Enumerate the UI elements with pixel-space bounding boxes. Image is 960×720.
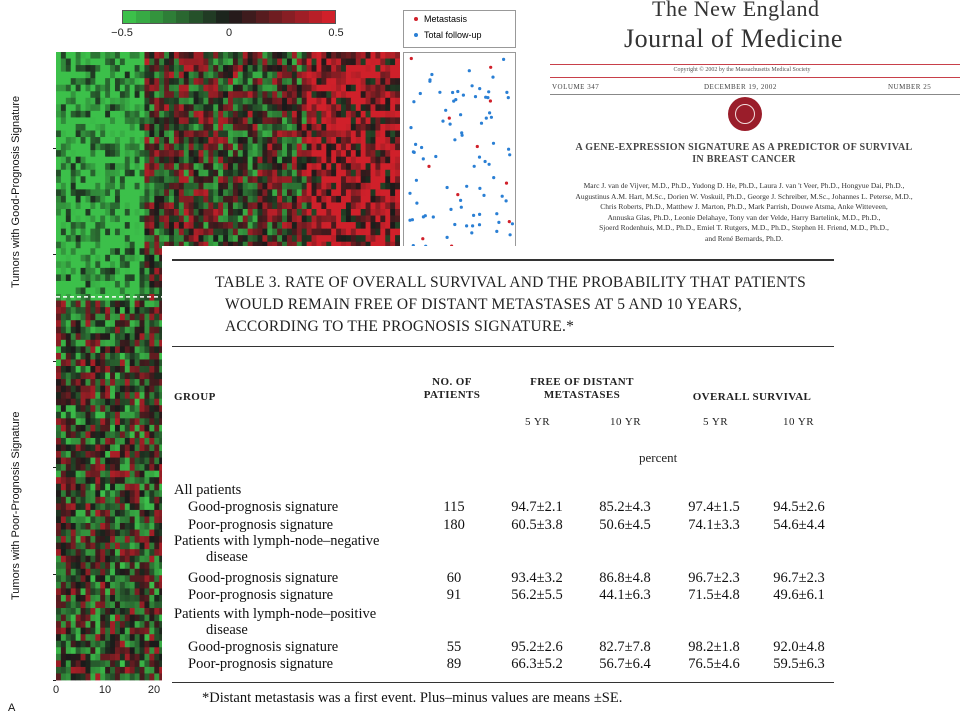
cell-os10: 49.6±6.1: [773, 587, 825, 603]
metastasis-point: [421, 237, 424, 240]
color-scale-tick-low: −0.5: [111, 27, 133, 39]
followup-point: [432, 215, 435, 218]
metastasis-point: [489, 66, 492, 69]
followup-point: [449, 123, 452, 126]
followup-point: [478, 87, 481, 90]
followup-point: [409, 126, 412, 129]
color-scale-swatch: [309, 11, 322, 23]
table-group-row: [162, 482, 960, 500]
metastasis-point: [410, 57, 413, 60]
cell-os10: 54.6±4.4: [773, 517, 825, 533]
followup-point: [456, 90, 459, 93]
followup-point: [484, 160, 487, 163]
issue-number: NUMBER 25: [888, 83, 932, 91]
followup-point: [472, 214, 475, 217]
x-tick-label: 10: [98, 684, 112, 696]
table-row: [162, 639, 960, 657]
metastasis-point: [456, 193, 459, 196]
header-fdm-5yr: 5 YR: [525, 416, 551, 428]
row-label: Good-prognosis signature: [188, 499, 339, 515]
color-scale-swatch: [295, 11, 308, 23]
followup-point: [484, 96, 487, 99]
followup-point: [471, 224, 474, 227]
table-row: [162, 656, 960, 674]
followup-point: [453, 138, 456, 141]
metastasis-point: [505, 182, 508, 185]
journal-name-line-1: The New England: [652, 0, 820, 21]
followup-point: [478, 187, 481, 190]
article-title-line: A GENE-EXPRESSION SIGNATURE AS A PREDICTOR OF SURVIVAL: [575, 142, 913, 153]
followup-point: [422, 215, 425, 218]
followup-point: [485, 117, 488, 120]
color-scale-swatch: [216, 11, 229, 23]
followup-point: [412, 100, 415, 103]
followup-point: [474, 95, 477, 98]
followup-point: [511, 222, 514, 225]
followup-point: [482, 194, 485, 197]
followup-point: [414, 143, 417, 146]
y-tick-mark: [53, 361, 56, 362]
followup-point: [449, 208, 452, 211]
cell-os10: 59.5±6.3: [773, 656, 825, 672]
followup-point: [495, 212, 498, 215]
table-row: [162, 570, 960, 588]
legend-label-metastasis: Metastasis: [424, 14, 468, 24]
color-scale-bar: [122, 10, 336, 24]
followup-point: [507, 96, 510, 99]
author-line: Marc J. van de Vijver, M.D., Ph.D., Yudong D. He, Ph.D., Laura J. van 't Veer, Ph.D., Hongyue Dai, Ph.D.,: [583, 181, 905, 190]
metastasis-point: [476, 145, 479, 148]
panel-letter: A: [8, 702, 16, 714]
row-label: Poor-prognosis signature: [188, 517, 334, 533]
followup-point: [487, 90, 490, 93]
color-scale-tick-mid: 0: [225, 27, 233, 39]
row-label: Poor-prognosis signature: [188, 656, 334, 672]
followup-point: [492, 176, 495, 179]
good-prognosis-axis-label: Tumors with Good-Prognosis Signature: [10, 95, 22, 288]
cell-os5: 76.5±4.6: [688, 656, 740, 672]
author-line: Sjoerd Rodenhuis, M.D., Ph.D., Emiel T. Rutgers, M.D., Ph.D., Stephen H. Friend, M.D., Ph.D.,: [599, 223, 889, 232]
followup-point: [488, 163, 491, 166]
author-line: Chris Roberts, Ph.D., Matthew J. Marton, Ph.D., Mark Parrish, Douwe Atsma, Anke Witteveen,: [600, 202, 888, 211]
table-title: [215, 272, 806, 338]
cell-n: 89: [446, 656, 462, 672]
author-line: Augustinus A.M. Hart, M.Sc., Dorien W. Voskuil, Ph.D., George J. Schreiber, M.Sc., Johannes L. Peterse, M.D.,: [575, 191, 913, 201]
table-group-row: [162, 549, 960, 567]
survival-table: [162, 246, 960, 720]
table-top-rule: [172, 259, 834, 261]
cell-os10: 96.7±2.3: [773, 570, 825, 586]
followup-point: [460, 131, 463, 134]
header-patients: [412, 376, 492, 402]
cell-fdm5: 93.4±3.2: [511, 570, 563, 586]
row-label: Good-prognosis signature: [188, 570, 339, 586]
header-os-5yr: 5 YR: [703, 416, 729, 428]
color-scale-swatch: [229, 11, 242, 23]
y-tick-mark: [53, 467, 56, 468]
header-free-of-metastases: [512, 376, 652, 402]
followup-point: [454, 98, 457, 101]
followup-point: [438, 91, 441, 94]
color-scale-tick-high: 0.5: [328, 27, 344, 39]
author-list: [540, 181, 948, 244]
followup-scatter-panel: [403, 10, 516, 250]
y-tick-mark: [53, 680, 56, 681]
cell-fdm5: 66.3±5.2: [511, 656, 563, 672]
followup-point: [478, 213, 481, 216]
legend-item-followup: [404, 27, 515, 43]
followup-point: [462, 94, 465, 97]
followup-point: [420, 146, 423, 149]
article-title-line: IN BREAST CANCER: [692, 154, 796, 165]
metastasis-point: [508, 220, 511, 223]
followup-point: [411, 218, 414, 221]
scatter-points: [404, 53, 516, 250]
y-tick-mark: [53, 254, 56, 255]
row-label: Poor-prognosis signature: [188, 587, 334, 603]
followup-point: [491, 76, 494, 79]
followup-marker-icon: [414, 33, 418, 37]
row-label: All patients: [174, 482, 242, 498]
color-scale-swatch: [282, 11, 295, 23]
followup-point: [446, 186, 449, 189]
table-bottom-rule: [172, 682, 834, 683]
followup-point: [473, 165, 476, 168]
followup-point: [502, 58, 505, 61]
followup-point: [444, 109, 447, 112]
cell-n: 55: [446, 639, 462, 655]
color-scale-swatch: [256, 11, 269, 23]
table-footnote: *Distant metastasis was a first event. Plus–minus values are means ±SE.: [202, 690, 623, 706]
y-tick-mark: [53, 148, 56, 149]
cell-fdm10: 56.7±6.4: [599, 656, 651, 672]
followup-point: [441, 120, 444, 123]
cell-os10: 92.0±4.8: [773, 639, 825, 655]
cell-fdm5: 94.7±2.1: [511, 499, 563, 515]
x-tick-label: 20: [147, 684, 161, 696]
color-scale-swatch: [189, 11, 202, 23]
followup-point: [465, 224, 468, 227]
scatter-plot-area: [403, 52, 516, 250]
followup-point: [460, 206, 463, 209]
cell-fdm5: 95.2±2.6: [511, 639, 563, 655]
followup-point: [422, 157, 425, 160]
metastasis-point: [427, 165, 430, 168]
color-scale-swatch: [176, 11, 189, 23]
legend-item-metastasis: [404, 11, 515, 27]
followup-point: [478, 156, 481, 159]
masthead-rule-top: [550, 64, 960, 65]
followup-point: [480, 122, 483, 125]
metastasis-marker-icon: [414, 17, 418, 21]
author-line: Annuska Glas, Ph.D., Leonie Delahaye, Tony van der Velde, Harry Bartelink, M.D., Ph.D.,: [607, 212, 881, 222]
row-label: Patients with lymph-node–negative: [174, 533, 380, 549]
followup-point: [509, 233, 512, 236]
journal-header: [524, 0, 960, 242]
followup-point: [501, 195, 504, 198]
color-scale-swatch: [163, 11, 176, 23]
cell-n: 115: [443, 499, 465, 515]
table-group-row: [162, 622, 960, 640]
color-scale-swatch: [150, 11, 163, 23]
unit-label: percent: [639, 450, 678, 465]
cell-os5: 71.5±4.8: [688, 587, 740, 603]
cell-fdm10: 50.6±4.5: [599, 517, 651, 533]
followup-point: [497, 221, 500, 224]
followup-point: [415, 179, 418, 182]
color-scale-swatch: [269, 11, 282, 23]
followup-point: [451, 91, 454, 94]
followup-point: [505, 91, 508, 94]
scatter-legend: [403, 10, 516, 48]
cell-fdm5: 60.5±3.8: [511, 517, 563, 533]
color-scale-swatch: [123, 11, 136, 23]
cell-n: 180: [443, 517, 465, 533]
issue-date: DECEMBER 19, 2002: [704, 83, 777, 91]
followup-point: [507, 148, 510, 151]
followup-point: [508, 153, 511, 156]
followup-point: [412, 150, 415, 153]
cell-os10: 94.5±2.6: [773, 499, 825, 515]
volume-label: VOLUME 347: [552, 83, 600, 91]
followup-point: [419, 92, 422, 95]
cell-os5: 74.1±3.3: [688, 517, 740, 533]
journal-name-line-2: Journal of Medicine: [624, 24, 843, 53]
header-free-line: METASTASES: [543, 389, 621, 401]
color-scale-swatch: [322, 11, 335, 23]
followup-point: [490, 116, 493, 119]
table-row: [162, 587, 960, 605]
masthead-rule-mid: [550, 77, 960, 78]
followup-point: [505, 199, 508, 202]
header-os-10yr: 10 YR: [783, 416, 815, 428]
table-title-line: TABLE 3. RATE OF OVERALL SURVIVAL AND THE PROBABILITY THAT PATIENTS: [215, 274, 806, 291]
cell-os5: 98.2±1.8: [688, 639, 740, 655]
copyright-notice: Copyright © 2002 by the Massachusetts Medical Society: [673, 67, 811, 73]
header-group: GROUP: [174, 391, 216, 403]
poor-prognosis-axis-label: Tumors with Poor-Prognosis Signature: [10, 411, 22, 600]
cell-fdm10: 82.7±7.8: [599, 639, 651, 655]
followup-point: [428, 80, 431, 83]
cell-fdm5: 56.2±5.5: [511, 587, 563, 603]
table-title-line: WOULD REMAIN FREE OF DISTANT METASTASES AT 5 AND 10 YEARS,: [225, 296, 742, 313]
followup-point: [408, 192, 411, 195]
followup-point: [468, 69, 471, 72]
followup-point: [465, 185, 468, 188]
row-label: Patients with lymph-node–positive: [174, 606, 377, 622]
cell-fdm10: 85.2±4.3: [599, 499, 651, 515]
followup-point: [459, 199, 462, 202]
header-patients-line: PATIENTS: [423, 389, 481, 401]
masthead-rule-bottom: [550, 94, 960, 95]
cell-fdm10: 44.1±6.3: [599, 587, 651, 603]
color-scale-swatch: [242, 11, 255, 23]
row-label: disease: [206, 549, 248, 565]
color-scale-swatch: [203, 11, 216, 23]
table-title-line: ACCORDING TO THE PROGNOSIS SIGNATURE.*: [225, 318, 575, 335]
header-free-line: FREE OF DISTANT: [530, 376, 634, 388]
followup-point: [453, 223, 456, 226]
row-label: Good-prognosis signature: [188, 639, 339, 655]
header-overall-survival: OVERALL SURVIVAL: [692, 391, 812, 403]
color-scale-swatch: [136, 11, 149, 23]
table-row: [162, 499, 960, 517]
header-patients-line: NO. OF: [432, 376, 472, 388]
legend-label-followup: Total follow-up: [424, 30, 482, 40]
metastasis-point: [448, 117, 451, 120]
header-fdm-10yr: 10 YR: [610, 416, 642, 428]
followup-point: [492, 142, 495, 145]
followup-point: [415, 202, 418, 205]
followup-point: [478, 223, 481, 226]
followup-point: [470, 231, 473, 234]
followup-point: [488, 111, 491, 114]
cell-os5: 96.7±2.3: [688, 570, 740, 586]
followup-point: [430, 73, 433, 76]
author-line: and René Bernards, Ph.D.: [705, 233, 783, 243]
followup-point: [471, 84, 474, 87]
society-seal-icon: [728, 97, 762, 131]
metastasis-point: [489, 99, 492, 102]
article-title: [544, 142, 944, 166]
row-label: disease: [206, 622, 248, 638]
followup-point: [434, 155, 437, 158]
followup-point: [495, 230, 498, 233]
cell-os5: 97.4±1.5: [688, 499, 740, 515]
followup-point: [446, 236, 449, 239]
table-title-rule: [172, 346, 834, 347]
followup-point: [459, 113, 462, 116]
cell-n: 60: [446, 570, 462, 586]
y-tick-mark: [53, 574, 56, 575]
cell-n: 91: [446, 587, 462, 603]
x-tick-label: 0: [52, 684, 60, 696]
cell-fdm10: 86.8±4.8: [599, 570, 651, 586]
